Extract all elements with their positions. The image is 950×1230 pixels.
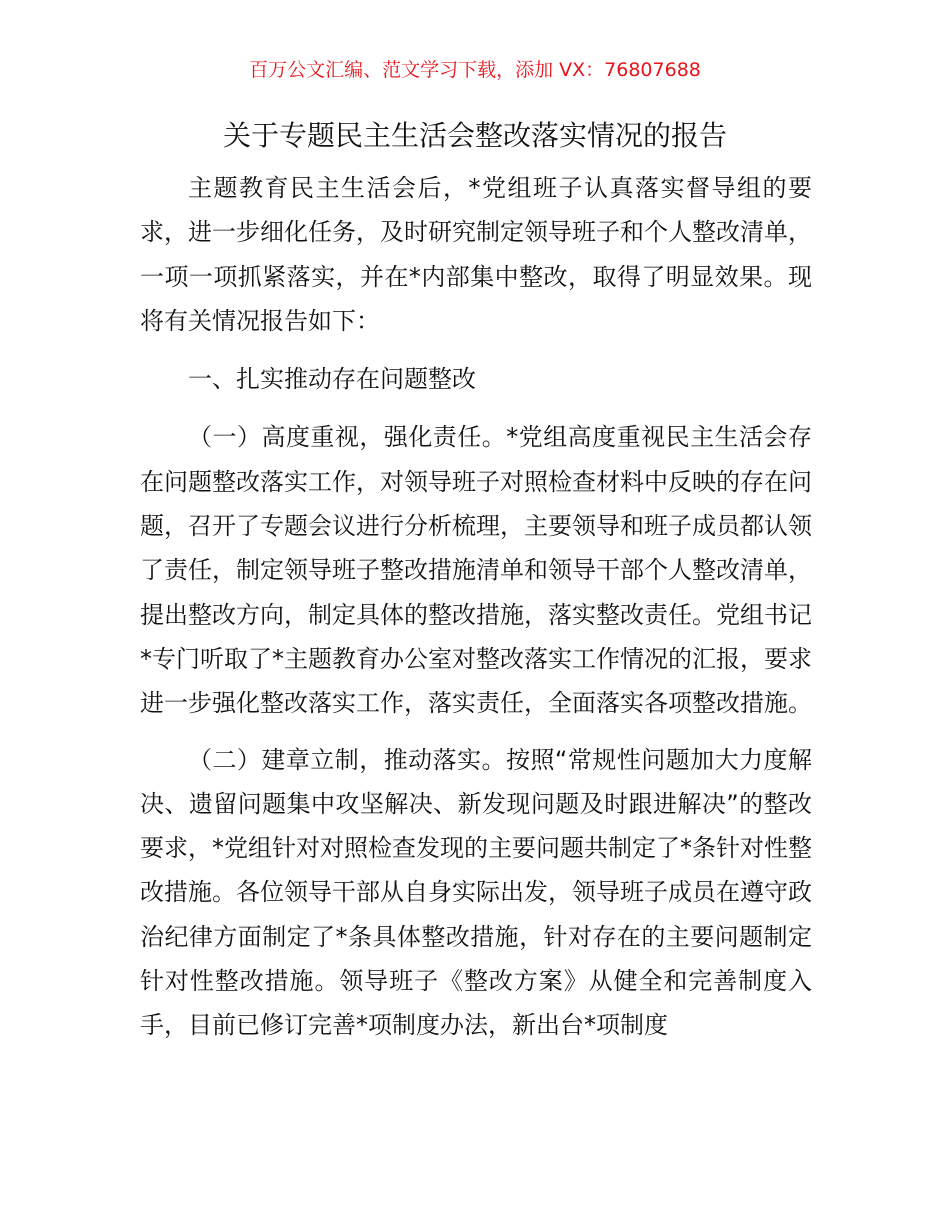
header-notice: 百万公文汇编、范文学习下载，添加 VX：76807688 xyxy=(249,59,701,81)
paragraph-2: （二）建章立制，推动落实。按照“常规性问题加大力度解决、遗留问题集中攻坚解决、新发现问题及时跟进解决”的整改要求，*党组针对对照检查发现的主要问题共制定了*条针对性整改措施。各位领导干部从自身实际出发，领导班子成员在遵守政治纪律方面制定了*条具体整改措施，针对存在的主要问题制定针对性整改措施。领导班子《整改方案》从健全和完善制度入手，目前已修订完善*项制度办法，新出台*项制度 xyxy=(140,745,812,1040)
intro-paragraph: 主题教育民主生活会后，*党组班子认真落实督导组的要求，进一步细化任务，及时研究制定领导班子和个人整改清单，一项一项抓紧落实，并在*内部集中整改，取得了明显效果。现将有关情况报告如下： xyxy=(140,174,812,335)
document-body xyxy=(140,166,812,1048)
document-title: 关于专题民主生活会整改落实情况的报告 xyxy=(222,119,727,152)
section-heading: 一、扎实推动存在问题整改 xyxy=(188,365,476,394)
paragraph-1: （一）高度重视，强化责任。*党组高度重视民主生活会存在问题整改落实工作，对领导班子对照检查材料中反映的存在问题，召开了专题会议进行分析梳理，主要领导和班子成员都认领了责任，制定领导班子整改措施清单和领导干部个人整改清单，提出整改方向，制定具体的整改措施，落实整改责任。党组书记*专门听取了*主题教育办公室对整改落实工作情况的汇报，要求进一步强化整改落实工作，落实责任，全面落实各项整改措施。 xyxy=(140,423,812,718)
